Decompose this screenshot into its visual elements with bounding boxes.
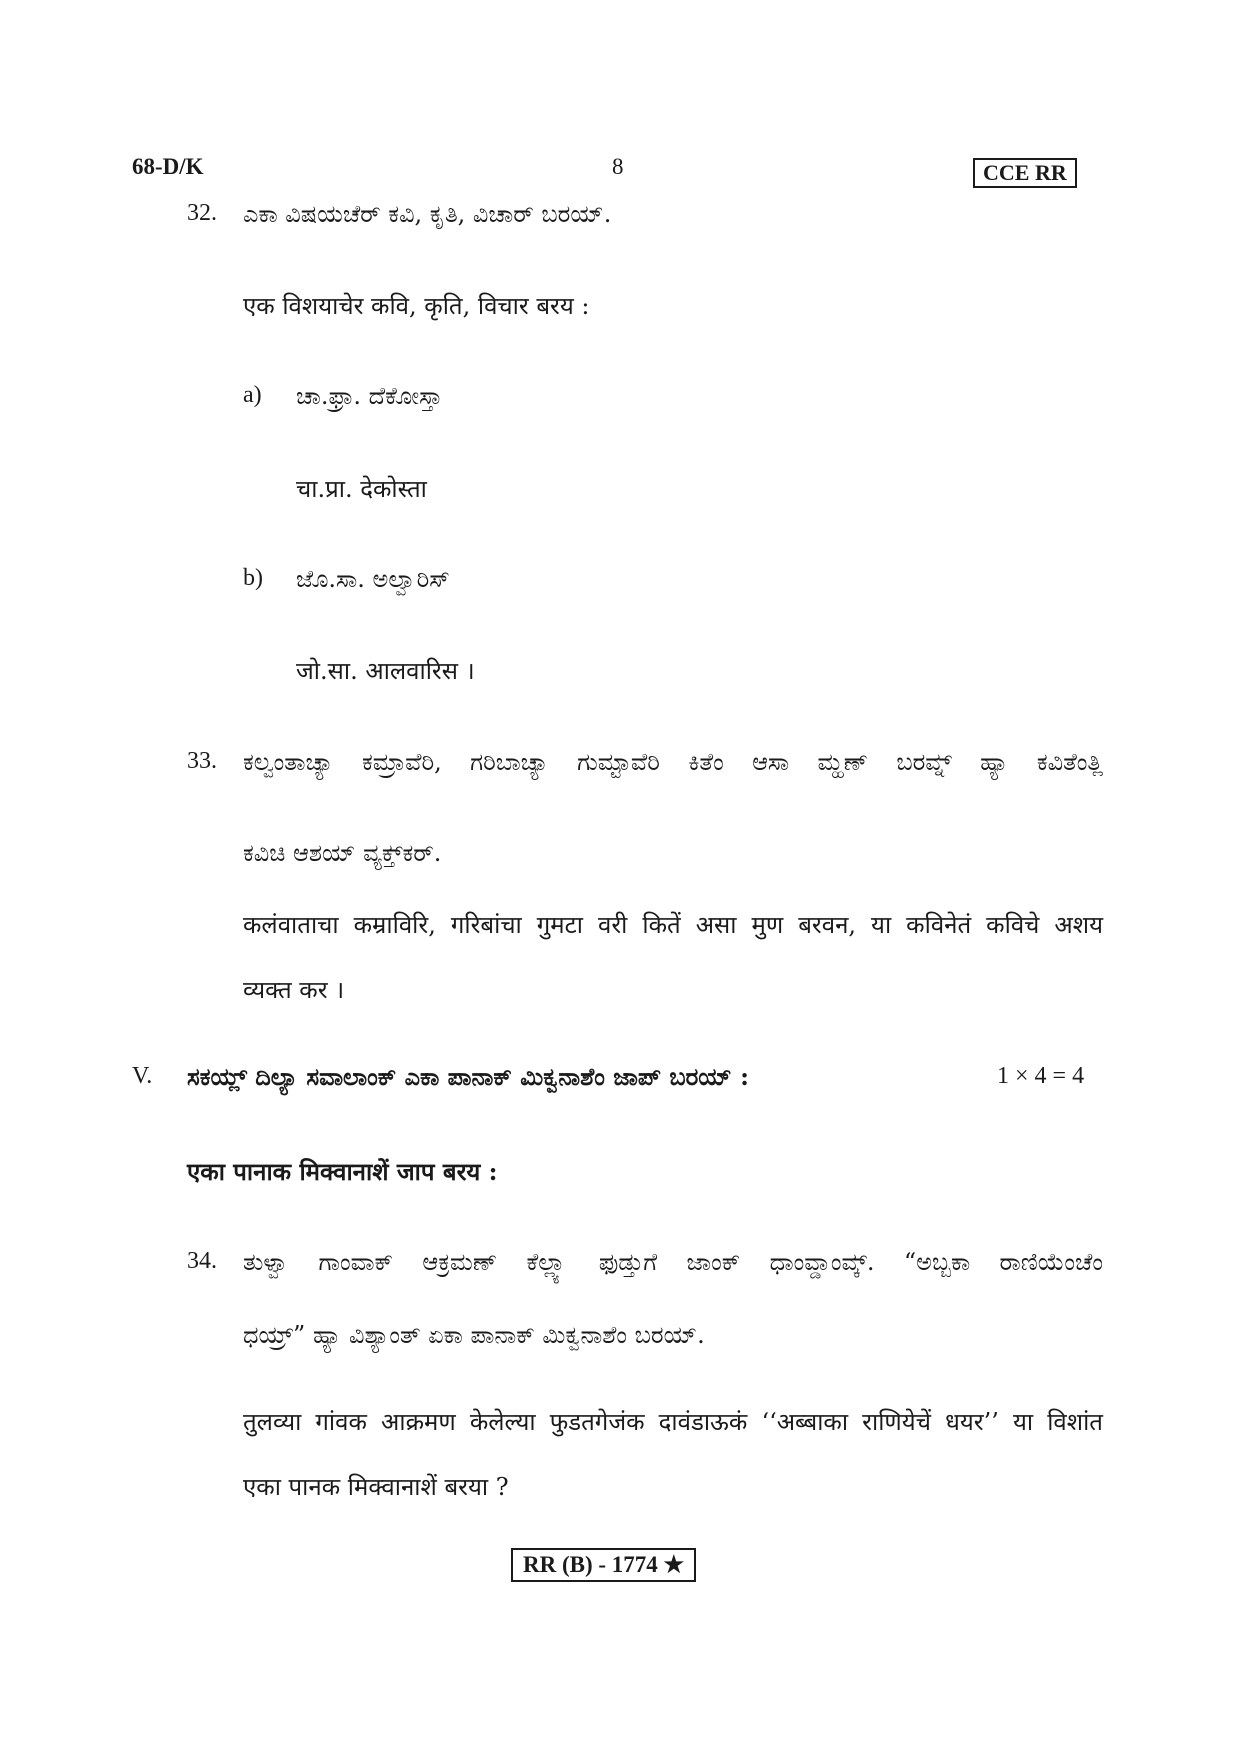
question-34-kannada-line-2: ಧಯ್ರ್” ಹ್ಯಾ ವಿಶ್ಯಾಂತ್ ಏಕಾ ಪಾನಾಕ್ ಮಿಕ್ವನಾಶೆಂ ಬರಯ್. [243,1321,705,1349]
section-v-number: V. [132,1063,153,1089]
question-33-kannada-line-2: ಕವಿಚಿ ಆಶಯ್ ವ್ಯಕ್ತ್‌ಕರ್. [243,839,442,867]
page-number: 8 [612,154,624,179]
question-33-number: 33. [187,748,217,774]
question-33-devanagari-line-1: कलंवाताचा कम्राविरि, गरिबांचा गुमटा वरी कितें असा मुण बरवन, या कविनेतं कविचे अशय [243,911,1103,939]
question-32-kannada: ಎಕಾ ವಿಷಯಚೆರ್ ಕವಿ, ಕೃತಿ, ವಿಚಾರ್ ಬರಯ್. [243,200,612,228]
question-32-number: 32. [187,200,217,226]
option-a-label: a) [243,382,262,408]
option-a-kannada: ಚಾ.ಫ್ರಾ. ದೆಕೋಸ್ತಾ [296,382,443,410]
option-b-kannada: ಜೊ.ಸಾ. ಅಲ್ವಾರಿಸ್ [296,565,450,593]
question-34-kannada-line-1: ತುಳ್ವಾ ಗಾಂವಾಕ್ ಆಕ್ರಮಣ್ ಕೆಲ್ಲ್ಯಾ ಫುಡ್ತುಗೆ ಜಾಂಕ್ ಧಾಂವ್ಡಾಂವ್ಕ್. “ಅಬ್ಬಕಾ ರಾಣಿಯೆಂಚೆಂ [243,1248,1103,1276]
question-34-devanagari-line-2: एका पानक मिक्वानाशें बरया ? [243,1473,509,1501]
question-34-number: 34. [187,1248,217,1274]
footer-code-box: RR (B) - 1774 ★ [511,1548,696,1582]
question-33-devanagari-line-2: व्यक्त कर । [243,976,345,1004]
option-a-devanagari: चा.प्रा. देकोस्ता [296,475,427,503]
section-v-kannada-heading: ಸಕಯ್ಲ್ ದಿಲ್ಯಾ ಸವಾಲಾಂಕ್ ಎಕಾ ಪಾನಾಕ್ ಮಿಕ್ವನಾಶೆಂ ಜಾಪ್ ಬರಯ್ : [187,1062,749,1091]
question-33-kannada-line-1: ಕಲ್ವಂತಾಚ್ಯಾ ಕಮ್ರಾವೆರಿ, ಗರಿಬಾಚ್ಯಾ ಗುಮ್ಟಾವೆರಿ ಕಿತೆಂ ಆಸಾ ಮ್ಹಣ್ ಬರವ್ನ್ ಹ್ಯಾ ಕವಿತೆಂತ್ಲಿ [243,748,1103,776]
question-34-devanagari-line-1: तुलव्या गांवक आक्रमण केलेल्या फुडतगेजंक दावंडाऊकं ‘‘अब्बाका राणियेचें धयर’’ या विशांत [243,1408,1103,1436]
option-b-devanagari: जो.सा. आलवारिस । [296,657,475,685]
paper-code: 68-D/K [132,154,204,179]
section-v-devanagari-heading: एका पानाक मिक्वानाशें जाप बरय : [187,1157,498,1186]
question-32-devanagari: एक विशयाचेर कवि, कृति, विचार बरय : [243,292,590,320]
option-b-label: b) [243,565,263,591]
section-v-marks: 1 × 4 = 4 [997,1063,1085,1089]
exam-label-box: CCE RR [973,158,1077,188]
